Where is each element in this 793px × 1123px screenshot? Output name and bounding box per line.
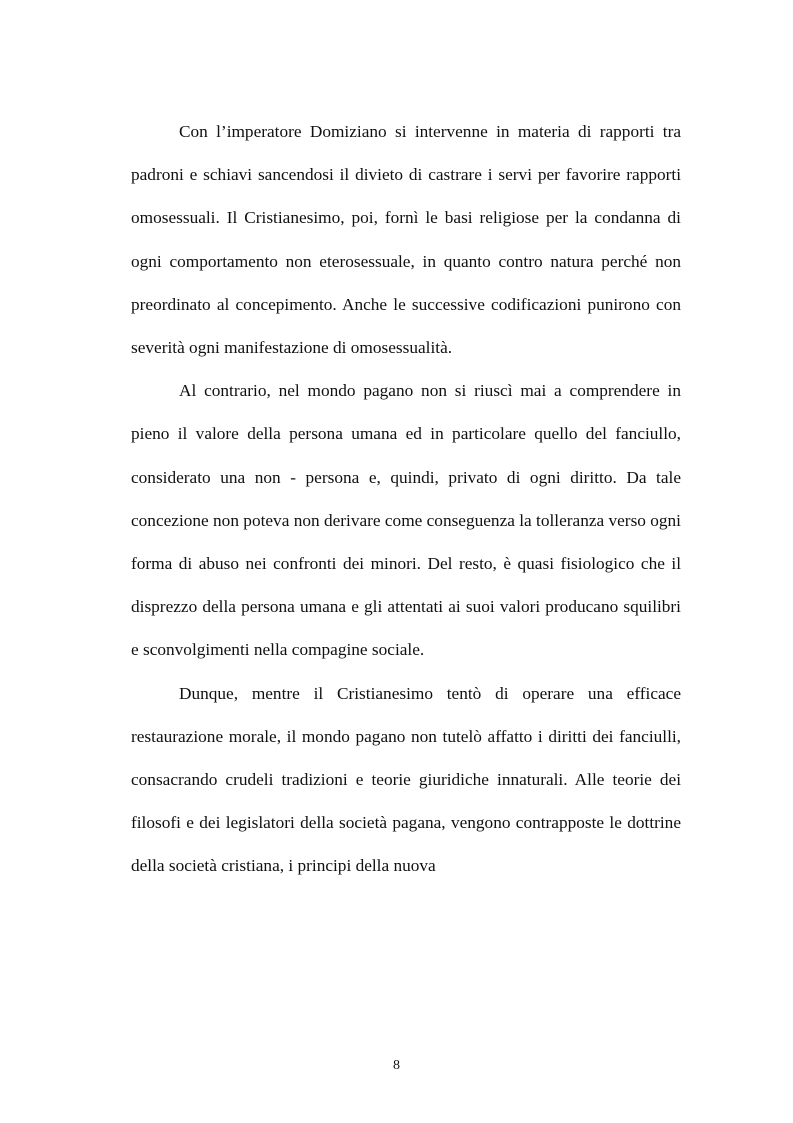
- page-number: 8: [393, 1058, 400, 1073]
- paragraph-2: Al contrario, nel mondo pagano non si riuscì mai a comprendere in pieno il valore della persona umana ed in particolare quello del fanciullo, considerato una non - persona e, quindi, privato di ogni diritto. Da tale concezione non poteva non derivare come conseguenza la tolleranza verso ogni forma di abuso nei confronti dei minori. Del resto, è quasi fisiologico che il disprezzo della persona umana e gli attentati ai suoi valori producano squilibri e sconvolgimenti nella compagine sociale.: [131, 381, 681, 660]
- paragraph-3: Dunque, mentre il Cristianesimo tentò di operare una efficace restaurazione morale, il mondo pagano non tutelò affatto i diritti dei fanciulli, consacrando crudeli tradizioni e teorie giuridiche innaturali. Alle teorie dei filosofi e dei legislatori della società pagana, vengono contrapposte le dottrine della società cristiana, i principi della nuova: [131, 683, 681, 876]
- paragraph-1: Con l’imperatore Domiziano si intervenne in materia di rapporti tra padroni e schiavi sancendosi il divieto di castrare i servi per favorire rapporti omosessuali. Il Cristianesimo, poi, fornì le basi religiose per la condanna di ogni comportamento non eterosessuale, in quanto contro natura perché non preordinato al concepimento. Anche le successive codificazioni punirono con severità ogni manifestazione di omosessualità.: [131, 122, 681, 358]
- body-text: [131, 110, 681, 888]
